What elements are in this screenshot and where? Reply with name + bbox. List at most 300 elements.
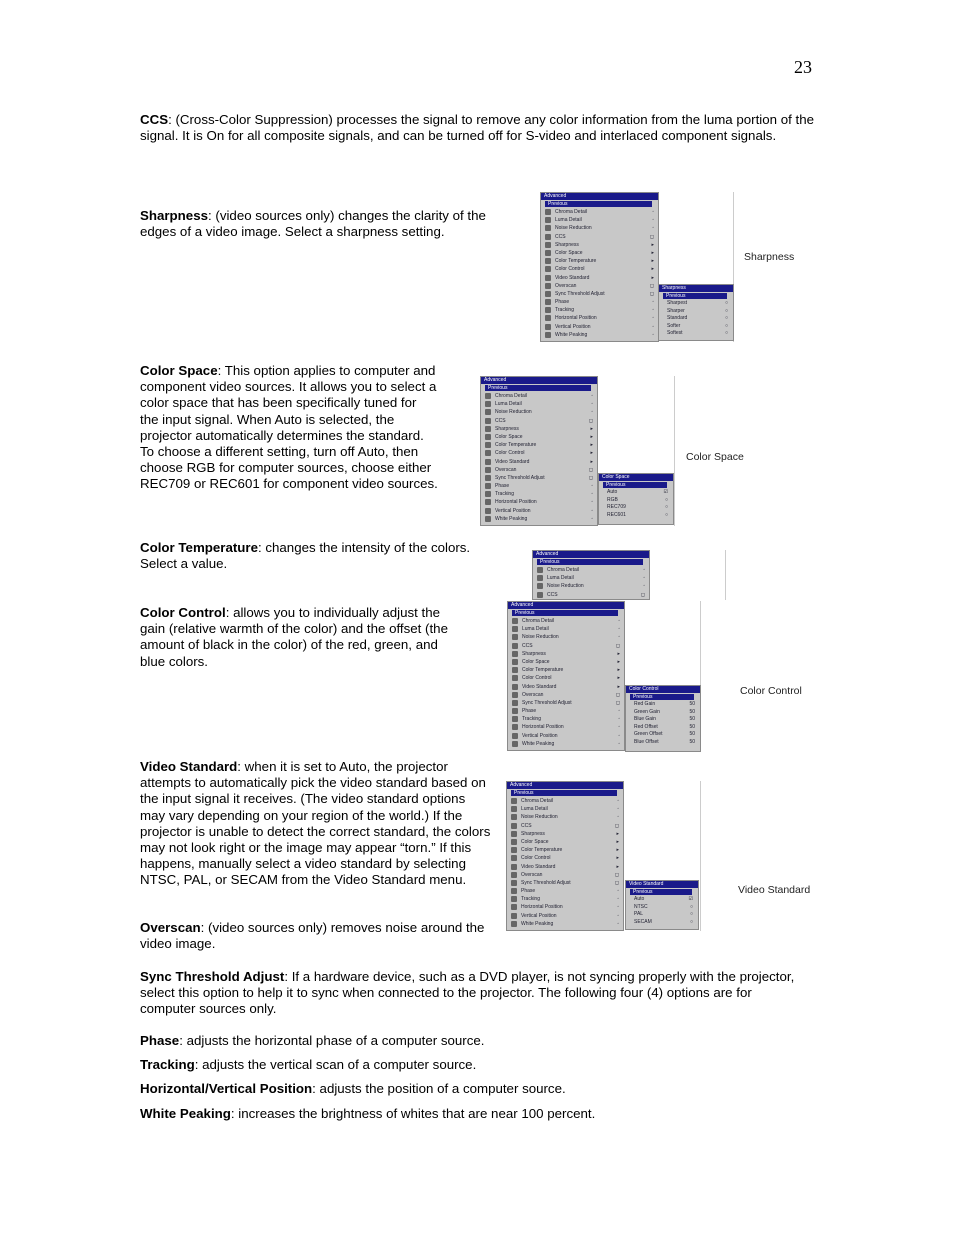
menu-item-label: Color Control bbox=[521, 855, 551, 862]
submenu-option-label: Standard bbox=[667, 315, 688, 322]
overscan-term: Overscan bbox=[140, 920, 201, 935]
radio-icon: ○ bbox=[724, 330, 728, 337]
menu-item-icon bbox=[485, 401, 491, 407]
menu-item-icon bbox=[537, 592, 543, 598]
submenu-option-label: REC601 bbox=[607, 511, 626, 518]
menu-item-indicator: ◦ bbox=[652, 299, 654, 306]
radio-icon: ☑ bbox=[663, 489, 668, 495]
menu-item-icon bbox=[511, 823, 517, 829]
menu-item-label: Luma Detail bbox=[555, 217, 582, 224]
video-standard-figure-label: Video Standard bbox=[738, 884, 811, 896]
menu-item-icon bbox=[511, 888, 517, 894]
sync-threshold-term: Sync Threshold Adjust bbox=[140, 969, 285, 984]
menu-item-indicator: ◦ bbox=[591, 393, 593, 399]
menu-item[interactable] bbox=[541, 241, 658, 249]
menu-item-icon bbox=[512, 716, 518, 722]
menu-item[interactable] bbox=[507, 903, 623, 911]
submenu-previous-item[interactable]: Previous bbox=[630, 694, 694, 700]
menu-item[interactable] bbox=[507, 871, 623, 879]
submenu-option[interactable] bbox=[659, 308, 733, 316]
submenu-option[interactable] bbox=[659, 300, 733, 308]
phase-term: Phase bbox=[140, 1033, 180, 1048]
submenu-option[interactable] bbox=[659, 315, 733, 323]
menu-item[interactable] bbox=[508, 740, 624, 748]
menu-item-label: Sync Threshold Adjust bbox=[522, 699, 572, 706]
menu-item-icon bbox=[545, 324, 551, 330]
menu-item-label: Video Standard bbox=[522, 683, 557, 690]
menu-item[interactable] bbox=[507, 822, 623, 830]
menu-item[interactable] bbox=[507, 895, 623, 903]
menu-item-icon bbox=[511, 896, 517, 902]
menu-item[interactable] bbox=[508, 642, 624, 650]
menu-item-indicator: ◦ bbox=[652, 225, 654, 232]
menu-item-label: Overscan bbox=[521, 871, 543, 878]
color-space-text: : This option applies to computer and component video sources. It allows you to select a color space that has been specifically tuned for the input signal. When Auto is selected, the projector automatically determines the standard. To choose a different setting, turn off Auto, then choose RGB for computer sources, choose either REC709 or REC601 for component video sources. bbox=[140, 363, 438, 492]
menu-item[interactable] bbox=[507, 887, 623, 895]
menu-previous-item[interactable]: Previous bbox=[537, 559, 643, 565]
submenu-option[interactable] bbox=[626, 896, 698, 904]
menu-item[interactable] bbox=[481, 417, 597, 425]
menu-item-indicator: ◦ bbox=[591, 507, 593, 514]
phase-text: : adjusts the horizontal phase of a computer source. bbox=[179, 1033, 485, 1048]
menu-item[interactable] bbox=[508, 625, 624, 633]
submenu-option-value: 50 bbox=[689, 708, 695, 715]
menu-item-icon bbox=[485, 467, 491, 473]
menu-item[interactable] bbox=[507, 813, 623, 821]
menu-item-label: Noise Reduction bbox=[522, 634, 559, 641]
menu-item-icon bbox=[537, 567, 543, 573]
menu-item-label: Video Standard bbox=[521, 863, 556, 870]
menu-item-indicator: ◦ bbox=[618, 724, 620, 731]
tracking-term: Tracking bbox=[140, 1057, 195, 1072]
figure-border bbox=[725, 550, 726, 600]
menu-item[interactable] bbox=[541, 265, 658, 273]
submenu-option-value: 50 bbox=[689, 723, 695, 730]
menu-item-icon bbox=[485, 409, 491, 415]
menu-item[interactable] bbox=[508, 674, 624, 682]
overscan-paragraph bbox=[140, 920, 485, 952]
sync-threshold-paragraph bbox=[140, 969, 810, 1018]
menu-item-indicator: ◻ bbox=[614, 879, 619, 886]
menu-item[interactable] bbox=[507, 830, 623, 838]
menu-item-indicator: ◦ bbox=[591, 401, 593, 408]
menu-item-indicator: ◦ bbox=[652, 323, 654, 330]
menu-item-icon bbox=[545, 315, 551, 321]
menu-item-label: Sharpness bbox=[521, 830, 545, 837]
position-term: Horizontal/Vertical Position bbox=[140, 1081, 313, 1096]
radio-icon: ○ bbox=[689, 918, 693, 925]
menu-item-indicator: ▸ bbox=[651, 258, 654, 265]
menu-item-label: Horizontal Position bbox=[521, 904, 563, 911]
position-paragraph bbox=[140, 1081, 810, 1097]
advanced-menu-color-space-figure bbox=[480, 376, 598, 526]
menu-item-icon bbox=[545, 332, 551, 338]
menu-item-icon bbox=[485, 483, 491, 489]
menu-item-label: White Peaking bbox=[522, 740, 555, 747]
submenu-option[interactable] bbox=[626, 919, 698, 927]
menu-item-icon bbox=[485, 491, 491, 497]
menu-item[interactable] bbox=[481, 458, 597, 466]
menu-item[interactable] bbox=[508, 732, 624, 740]
submenu-option[interactable] bbox=[626, 701, 700, 709]
menu-item-icon bbox=[512, 684, 518, 690]
menu-item[interactable] bbox=[481, 425, 597, 433]
menu-item[interactable] bbox=[507, 805, 623, 813]
menu-item[interactable] bbox=[541, 224, 658, 232]
radio-icon: ☑ bbox=[688, 896, 693, 902]
menu-item-indicator: ◻ bbox=[588, 417, 593, 424]
menu-item-label: Vertical Position bbox=[495, 507, 531, 514]
menu-item-indicator: ▸ bbox=[590, 442, 593, 449]
menu-item[interactable] bbox=[481, 466, 597, 474]
menu-item[interactable] bbox=[541, 323, 658, 331]
menu-item-label: Luma Detail bbox=[522, 626, 549, 633]
radio-icon: ○ bbox=[724, 300, 728, 306]
menu-item[interactable] bbox=[481, 400, 597, 408]
menu-item-label: Luma Detail bbox=[495, 401, 522, 408]
submenu-option-label: Auto bbox=[607, 489, 618, 495]
radio-icon: ○ bbox=[664, 511, 668, 518]
submenu-option[interactable] bbox=[626, 731, 700, 739]
menu-item[interactable] bbox=[481, 392, 597, 400]
menu-item-indicator: ◦ bbox=[643, 583, 645, 590]
submenu-option-label: Blue Offset bbox=[634, 738, 659, 745]
menu-item-label: Phase bbox=[495, 483, 510, 490]
advanced-menu-video-standard-figure bbox=[506, 781, 624, 931]
menu-item[interactable] bbox=[507, 863, 623, 871]
menu-item-label: CCS bbox=[521, 822, 532, 829]
menu-item-indicator: ◦ bbox=[618, 634, 620, 641]
menu-item-indicator: ▸ bbox=[590, 458, 593, 465]
menu-item[interactable] bbox=[481, 507, 597, 515]
menu-item-indicator: ▸ bbox=[651, 266, 654, 273]
menu-item-indicator: ◦ bbox=[617, 806, 619, 813]
menu-item-indicator: ◦ bbox=[617, 888, 619, 895]
menu-item-indicator: ◦ bbox=[618, 618, 620, 624]
menu-item-label: Color Temperature bbox=[521, 847, 563, 854]
menu-item-icon bbox=[511, 814, 517, 820]
submenu-option-label: PAL bbox=[634, 911, 644, 918]
menu-item-indicator: ▸ bbox=[651, 274, 654, 281]
menu-item-indicator: ◻ bbox=[614, 871, 619, 878]
submenu-option[interactable] bbox=[599, 504, 673, 512]
menu-item[interactable] bbox=[508, 723, 624, 731]
menu-item[interactable] bbox=[533, 591, 649, 599]
color-space-term: Color Space bbox=[140, 363, 218, 378]
menu-item-label: Horizontal Position bbox=[522, 724, 564, 731]
radio-icon: ○ bbox=[664, 504, 668, 511]
menu-item[interactable] bbox=[507, 879, 623, 887]
menu-item-indicator: ◦ bbox=[591, 515, 593, 522]
submenu-option-label: Red Offset bbox=[634, 723, 658, 730]
menu-item-icon bbox=[485, 459, 491, 465]
menu-item[interactable] bbox=[481, 482, 597, 490]
sharpness-text: : (video sources only) changes the clarity of the edges of a video image. Select a sharpness setting. bbox=[140, 208, 486, 240]
submenu-option-label: Softest bbox=[667, 330, 683, 337]
menu-item-label: Color Control bbox=[495, 450, 525, 457]
menu-item-indicator: ▸ bbox=[616, 863, 619, 870]
menu-item-label: Color Space bbox=[495, 433, 523, 440]
menu-item[interactable] bbox=[507, 838, 623, 846]
menu-item-indicator: ▸ bbox=[590, 433, 593, 440]
sharpness-submenu bbox=[658, 284, 734, 341]
menu-item-indicator: ◦ bbox=[652, 331, 654, 338]
menu-previous-item[interactable]: Previous bbox=[512, 610, 618, 616]
menu-item[interactable] bbox=[481, 433, 597, 441]
menu-item-icon bbox=[512, 667, 518, 673]
menu-item[interactable] bbox=[481, 408, 597, 416]
menu-item-label: CCS bbox=[495, 417, 506, 424]
menu-item[interactable] bbox=[508, 658, 624, 666]
menu-item[interactable] bbox=[507, 797, 623, 805]
menu-item[interactable] bbox=[508, 683, 624, 691]
menu-item[interactable] bbox=[541, 306, 658, 314]
white-peaking-text: : increases the brightness of whites that are near 100 percent. bbox=[230, 1106, 596, 1121]
menu-item-icon bbox=[545, 250, 551, 256]
menu-item[interactable] bbox=[541, 233, 658, 241]
menu-item-icon bbox=[545, 299, 551, 305]
menu-item[interactable] bbox=[508, 617, 624, 625]
menu-item-indicator: ◻ bbox=[615, 699, 620, 706]
menu-item-label: Horizontal Position bbox=[495, 499, 537, 506]
menu-item[interactable] bbox=[481, 449, 597, 457]
menu-item-indicator: ◦ bbox=[652, 217, 654, 224]
menu-item[interactable] bbox=[481, 490, 597, 498]
menu-item[interactable] bbox=[481, 474, 597, 482]
menu-item-label: Chroma Detail bbox=[547, 567, 579, 573]
submenu-option[interactable] bbox=[599, 512, 673, 520]
menu-item-icon bbox=[511, 798, 517, 804]
menu-item[interactable] bbox=[541, 257, 658, 265]
video-standard-text: : when it is set to Auto, the projector attempts to automatically pick the video standard based on the input signal it receives. (The video standard options may vary depending on your region of the world.) If the projector is unable to detect the correct standard, the colors may not look right or the image may appear “torn.” If this happens, manually select a video standard by selecting NTSC, PAL, or SECAM from the Video Standard menu. bbox=[140, 759, 491, 888]
video-standard-term: Video Standard bbox=[140, 759, 238, 774]
submenu-option[interactable] bbox=[626, 724, 700, 732]
menu-item-indicator: ▸ bbox=[616, 830, 619, 837]
menu-previous-item[interactable]: Previous bbox=[511, 790, 617, 796]
submenu-option[interactable] bbox=[626, 709, 700, 717]
radio-icon: ○ bbox=[689, 911, 693, 918]
color-control-submenu bbox=[625, 685, 701, 752]
page-number: 23 bbox=[794, 57, 812, 77]
menu-item-label: Phase bbox=[521, 888, 536, 895]
menu-item-icon bbox=[545, 275, 551, 281]
menu-item-label: Sync Threshold Adjust bbox=[521, 879, 571, 886]
advanced-menu-color-control-figure bbox=[507, 601, 625, 751]
menu-item[interactable] bbox=[481, 441, 597, 449]
menu-item[interactable] bbox=[481, 515, 597, 523]
menu-item-indicator: ◦ bbox=[652, 307, 654, 314]
menu-item-label: Vertical Position bbox=[521, 912, 557, 919]
menu-item-icon bbox=[545, 266, 551, 272]
menu-item[interactable] bbox=[508, 633, 624, 641]
menu-item-label: Color Control bbox=[555, 266, 585, 273]
menu-item-icon bbox=[512, 634, 518, 640]
color-temperature-text: : changes the intensity of the colors. Select a value. bbox=[140, 540, 471, 572]
phase-paragraph bbox=[140, 1033, 810, 1049]
sharpness-term: Sharpness bbox=[140, 208, 208, 223]
menu-item[interactable] bbox=[507, 846, 623, 854]
menu-item-icon bbox=[545, 225, 551, 231]
ccs-text: : (Cross-Color Suppression) processes the signal to remove any color information from the luma portion of the signal. It is On for all composite signals, and can be turned off for S-video and interlaced component signals. bbox=[140, 112, 815, 144]
radio-icon: ○ bbox=[724, 322, 728, 329]
menu-item-indicator: ▸ bbox=[617, 683, 620, 690]
color-space-figure-label: Color Space bbox=[686, 451, 744, 463]
menu-item[interactable] bbox=[541, 331, 658, 339]
menu-item-label: Chroma Detail bbox=[522, 618, 554, 624]
figure-border bbox=[674, 376, 675, 526]
menu-item[interactable] bbox=[541, 290, 658, 298]
menu-item[interactable] bbox=[507, 854, 623, 862]
menu-item-label: Color Temperature bbox=[522, 667, 564, 674]
menu-item[interactable] bbox=[541, 298, 658, 306]
color-control-text: : allows you to individually adjust the gain (relative warmth of the color) and the offset (the amount of black in the color) of the red, green, and blue colors. bbox=[140, 605, 448, 669]
menu-item[interactable] bbox=[541, 208, 658, 216]
menu-item[interactable] bbox=[541, 216, 658, 224]
submenu-option[interactable] bbox=[626, 739, 700, 747]
menu-item-icon bbox=[485, 426, 491, 432]
menu-item[interactable] bbox=[508, 715, 624, 723]
submenu-option[interactable] bbox=[599, 497, 673, 505]
menu-item-icon bbox=[545, 283, 551, 289]
submenu-option-label: RGB bbox=[607, 496, 618, 503]
submenu-option-label: Red Gain bbox=[634, 701, 656, 707]
menu-item[interactable] bbox=[541, 249, 658, 257]
ccs-term: CCS bbox=[140, 112, 169, 127]
menu-item-label: Noise Reduction bbox=[521, 814, 558, 821]
submenu-previous-item[interactable]: Previous bbox=[663, 293, 727, 299]
radio-icon: ○ bbox=[689, 903, 693, 910]
menu-item-icon bbox=[545, 291, 551, 297]
menu-item-icon bbox=[545, 217, 551, 223]
menu-item-indicator: ◦ bbox=[618, 716, 620, 723]
submenu-option-value: 50 bbox=[689, 716, 695, 723]
color-space-submenu bbox=[598, 473, 674, 525]
advanced-menu-color-temperature-figure bbox=[532, 550, 650, 600]
menu-item-label: Video Standard bbox=[555, 274, 590, 281]
submenu-option[interactable] bbox=[626, 911, 698, 919]
submenu-previous-item[interactable]: Previous bbox=[630, 889, 692, 895]
submenu-option-value: 50 bbox=[689, 701, 695, 707]
menu-item-indicator: ▸ bbox=[590, 425, 593, 432]
submenu-option-label: Green Offset bbox=[634, 731, 663, 738]
menu-item-label: Luma Detail bbox=[521, 806, 548, 813]
menu-item[interactable] bbox=[508, 691, 624, 699]
menu-item-label: Overscan bbox=[522, 691, 544, 698]
menu-item-icon bbox=[511, 921, 517, 927]
submenu-header: Color Space bbox=[599, 474, 673, 481]
menu-header: Advanced bbox=[533, 551, 649, 558]
menu-item-icon bbox=[485, 475, 491, 481]
menu-item-label: Vertical Position bbox=[522, 732, 558, 739]
menu-item-label: Tracking bbox=[555, 307, 574, 314]
color-control-figure-label: Color Control bbox=[740, 685, 802, 697]
menu-item[interactable] bbox=[508, 707, 624, 715]
submenu-header: Sharpness bbox=[659, 285, 733, 292]
menu-item-indicator: ▸ bbox=[590, 450, 593, 457]
menu-item-indicator: ◻ bbox=[640, 591, 645, 598]
menu-item-icon bbox=[537, 583, 543, 589]
menu-item[interactable] bbox=[533, 582, 649, 590]
menu-item-label: Sharpness bbox=[555, 241, 579, 248]
menu-item-label: Sync Threshold Adjust bbox=[495, 474, 545, 481]
menu-item-indicator: ◻ bbox=[649, 233, 654, 240]
tracking-text: : adjusts the vertical scan of a computer source. bbox=[194, 1057, 477, 1072]
menu-item-label: Color Space bbox=[555, 249, 583, 256]
menu-previous-item[interactable]: Previous bbox=[545, 201, 652, 207]
menu-item-label: White Peaking bbox=[555, 331, 588, 338]
color-space-paragraph bbox=[140, 363, 438, 493]
menu-item[interactable] bbox=[508, 699, 624, 707]
menu-item-icon bbox=[511, 847, 517, 853]
submenu-option[interactable] bbox=[626, 716, 700, 724]
menu-item[interactable] bbox=[533, 566, 649, 574]
menu-item-icon bbox=[485, 508, 491, 514]
menu-item-label: Chroma Detail bbox=[495, 393, 527, 399]
menu-item-label: Phase bbox=[555, 299, 570, 306]
submenu-option[interactable] bbox=[599, 489, 673, 497]
submenu-option-label: SECAM bbox=[634, 918, 652, 925]
menu-item-label: Sharpness bbox=[495, 425, 519, 432]
menu-header: Advanced bbox=[507, 782, 623, 789]
menu-item[interactable] bbox=[508, 666, 624, 674]
submenu-option-value: 50 bbox=[689, 738, 695, 745]
menu-item-label: Tracking bbox=[521, 896, 540, 903]
menu-item-icon bbox=[512, 724, 518, 730]
menu-item-label: Sharpness bbox=[522, 650, 546, 657]
radio-icon: ○ bbox=[664, 496, 668, 503]
menu-item-label: Horizontal Position bbox=[555, 315, 597, 322]
submenu-option[interactable] bbox=[626, 904, 698, 912]
menu-item-indicator: ▸ bbox=[616, 838, 619, 845]
menu-item-indicator: ◦ bbox=[617, 912, 619, 919]
menu-item[interactable] bbox=[541, 314, 658, 322]
menu-item-label: Color Temperature bbox=[555, 258, 597, 265]
menu-item[interactable] bbox=[508, 650, 624, 658]
menu-item-indicator: ◦ bbox=[591, 499, 593, 506]
submenu-option[interactable] bbox=[659, 330, 733, 338]
submenu-previous-item[interactable]: Previous bbox=[603, 482, 667, 488]
menu-item-label: Phase bbox=[522, 708, 537, 715]
menu-item[interactable] bbox=[507, 912, 623, 920]
submenu-option[interactable] bbox=[659, 323, 733, 331]
menu-item-icon bbox=[511, 872, 517, 878]
overscan-text: : (video sources only) removes noise around the video image. bbox=[140, 920, 485, 952]
menu-item-indicator: ◦ bbox=[591, 491, 593, 498]
menu-item-icon bbox=[485, 434, 491, 440]
menu-item-indicator: ▸ bbox=[617, 658, 620, 665]
menu-item-label: Color Temperature bbox=[495, 442, 537, 449]
radio-icon: ○ bbox=[724, 315, 728, 322]
menu-item[interactable] bbox=[541, 282, 658, 290]
menu-previous-item[interactable]: Previous bbox=[485, 385, 591, 391]
menu-item-indicator: ◻ bbox=[649, 282, 654, 289]
menu-item-indicator: ◻ bbox=[614, 822, 619, 829]
menu-item-icon bbox=[485, 499, 491, 505]
menu-item[interactable] bbox=[481, 498, 597, 506]
menu-item[interactable] bbox=[541, 274, 658, 282]
menu-item[interactable] bbox=[533, 574, 649, 582]
menu-item-indicator: ▸ bbox=[651, 241, 654, 248]
menu-item-icon bbox=[512, 741, 518, 747]
menu-item-indicator: ▸ bbox=[617, 650, 620, 657]
color-temperature-term: Color Temperature bbox=[140, 540, 258, 555]
menu-item-icon bbox=[485, 418, 491, 424]
menu-item-indicator: ◦ bbox=[643, 575, 645, 582]
menu-item-icon bbox=[545, 234, 551, 240]
menu-item[interactable] bbox=[507, 920, 623, 928]
figure-border bbox=[700, 781, 701, 931]
menu-item-label: Luma Detail bbox=[547, 575, 574, 582]
